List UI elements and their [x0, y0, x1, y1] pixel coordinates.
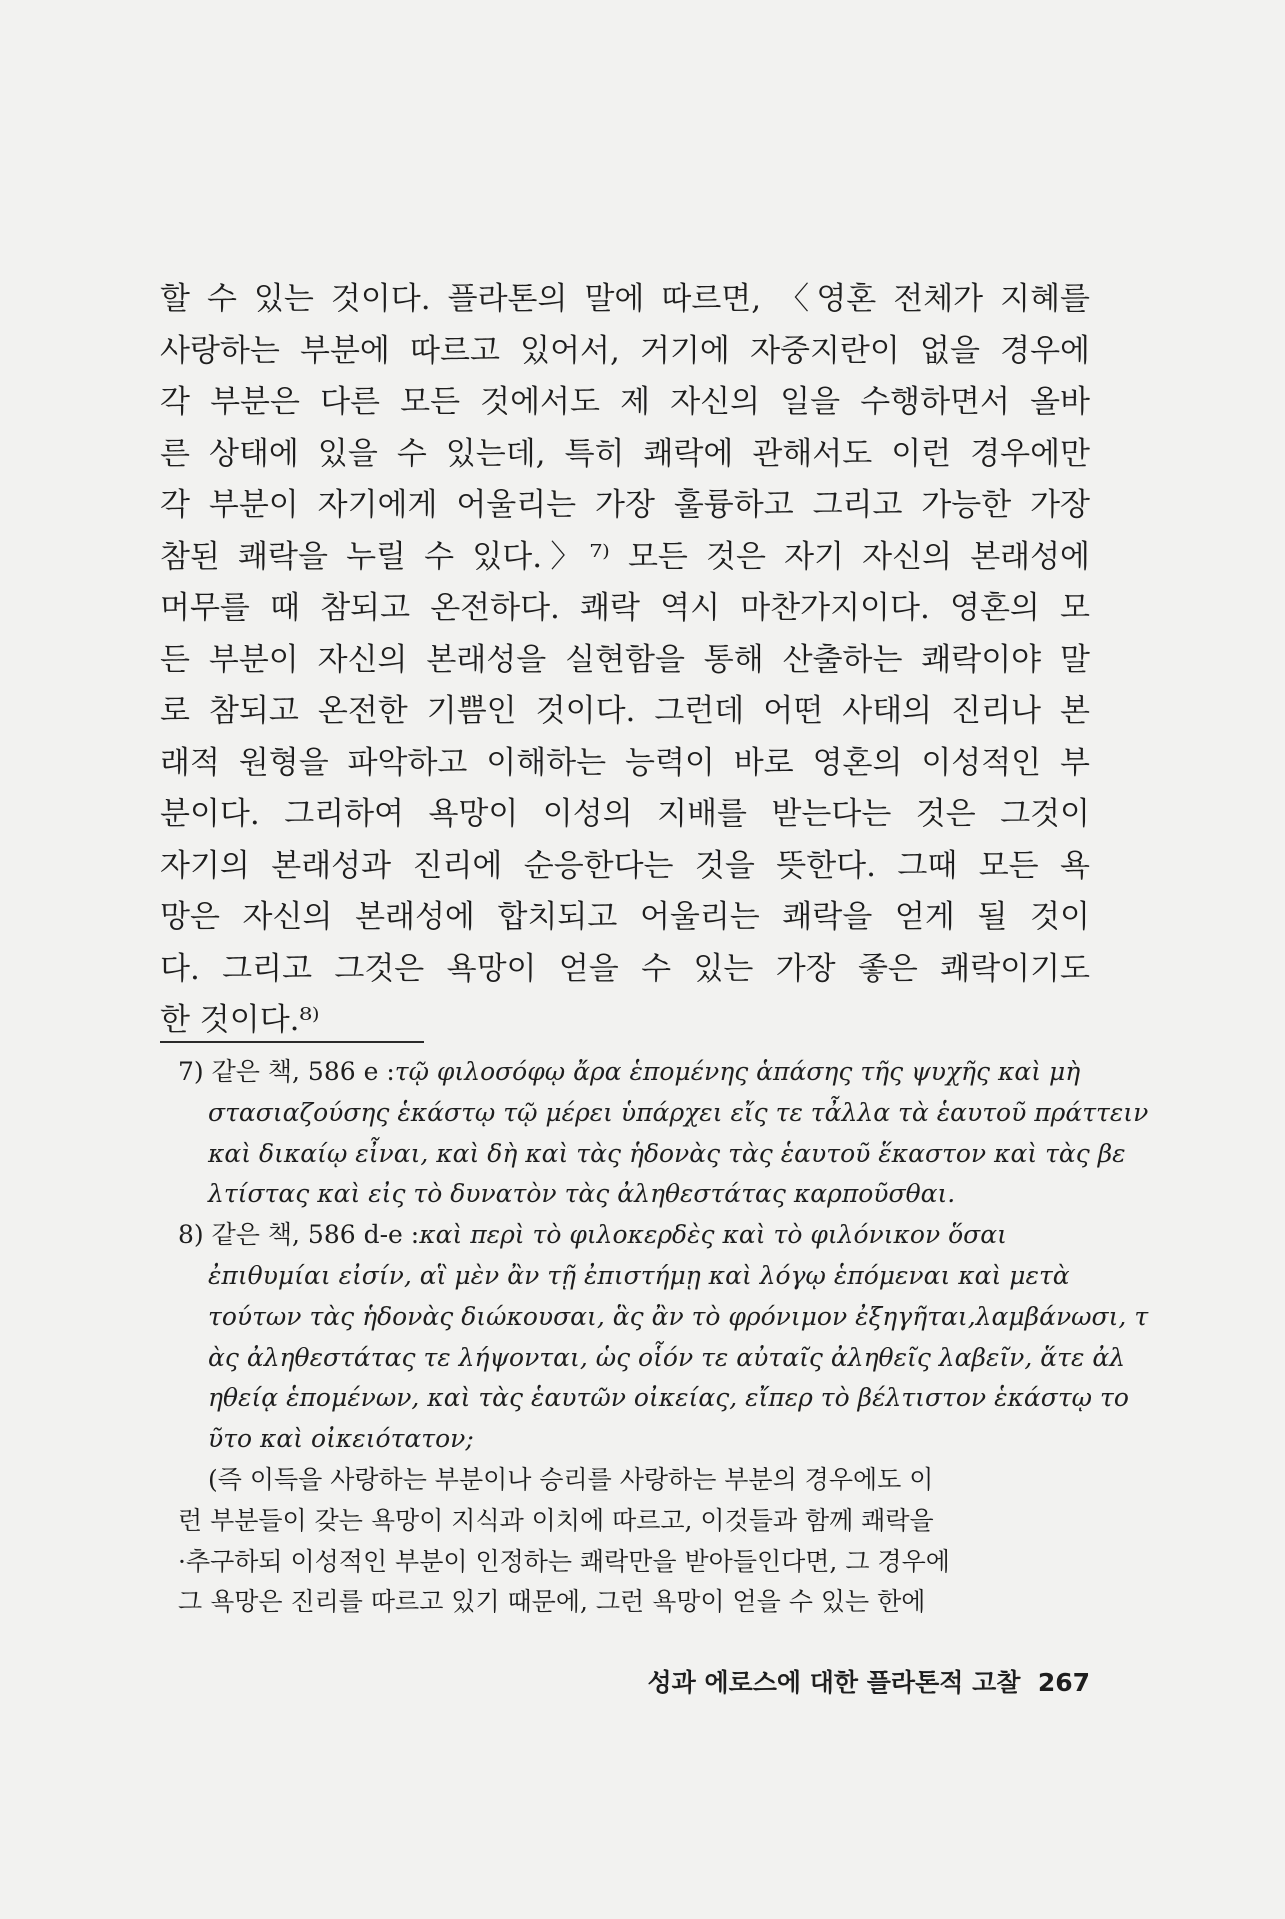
footnote-number: 8): [178, 1220, 204, 1250]
footnote-greek-line: ὰς ἀληθεστάτας τε λήψονται, ὡς οἷόν τε αὐταῖς ἀληθεῖς λαβεῖν, ἅτε ἀλ: [208, 1342, 1126, 1372]
footnote-first-line: [178, 1052, 1090, 1093]
body-line: 할 수 있는 것이다. 플라톤의 말에 따르면, 〈영혼 전체가 지혜를: [160, 281, 1090, 317]
footnote-greek-line: ἐπιθυμίαι εἰσίν, αἳ μὲν ἂν τῇ ἐπιστήμῃ καὶ λόγῳ ἑπόμεναι καὶ μετὰ: [208, 1260, 1070, 1290]
footnotes: [178, 1052, 1149, 1623]
footnote-number: 7): [178, 1057, 204, 1086]
footnote-korean-line: (즉 이득을 사랑하는 부분이나 승리를 사랑하는 부분의 경우에도 이: [208, 1464, 934, 1494]
body-line: 래적 원형을 파악하고 이해하는 능력이 바로 영혼의 이성적인 부: [160, 744, 1090, 781]
body-line: 사랑하는 부분에 따르고 있어서, 거기에 자중지란이 없을 경우에: [160, 332, 1090, 369]
body-line: 망은 자신의 본래성에 합치되고 어울리는 쾌락을 얻게 될 것이: [160, 899, 1090, 935]
footnote-greek-line: καὶ δικαίῳ εἶναι, καὶ δὴ καὶ τὰς ἡδονὰς τὰς ἑαυτοῦ ἕκαστον καὶ τὰς βε: [208, 1138, 1126, 1168]
running-footer: [540, 1663, 1090, 1699]
body-text: [160, 274, 1090, 1047]
footnote-greek-line: τούτων τὰς ἡδονὰς διώκουσαι, ἃς ἂν τὸ φρόνιμον ἐξηγῆται,λαμβάνωσι, τ: [208, 1301, 1149, 1331]
footnote-greek-line: ῦτο καὶ οἰκειότατον;: [208, 1424, 474, 1454]
footnote-greek-line: στασιαζούσης ἑκάστῳ τῷ μέρει ὑπάρχει εἴς τε τἆλλα τὰ ἑαυτοῦ πράττειν: [208, 1097, 1149, 1127]
footnote-reference: 같은 책, 586 e :: [211, 1057, 395, 1086]
page-number: 267: [1037, 1668, 1090, 1697]
footnote-greek: καὶ περὶ τὸ φιλοκερδὲς καὶ τὸ φιλόνικον ὅσαι: [419, 1220, 1007, 1250]
running-footer-title: 성과 에로스에 대한 플라톤적 고찰: [647, 1668, 1021, 1697]
footnote-8: [178, 1215, 1149, 1623]
body-line: 로 참되고 온전한 기쁨인 것이다. 그런데 어떤 사태의 진리나 본: [160, 693, 1090, 729]
body-line: 참된 쾌락을 누릴 수 있다.〉⁷⁾ 모든 것은 자기 자신의 본래성에: [160, 538, 1090, 575]
body-line: 든 부분이 자신의 본래성을 실현함을 통해 산출하는 쾌락이야 말: [160, 641, 1090, 678]
footnote-korean-line: 런 부분들이 갖는 욕망이 지식과 이치에 따르고, 이것들과 함께 쾌락을: [178, 1505, 934, 1535]
body-line: 른 상태에 있을 수 있는데, 특히 쾌락에 관해서도 이런 경우에만: [160, 435, 1090, 472]
footnote-reference: 같은 책, 586 d-e :: [211, 1220, 420, 1250]
body-line: 자기의 본래성과 진리에 순응한다는 것을 뜻한다. 그때 모든 욕: [160, 847, 1090, 884]
body-line: 각 부분이 자기에게 어울리는 가장 훌륭하고 그리고 가능한 가장: [160, 487, 1090, 523]
footnote-7: [178, 1052, 1149, 1215]
footnote-first-line: [178, 1215, 1090, 1256]
footnote-greek-line: λτίστας καὶ εἰς τὸ δυνατὸν τὰς ἀληθεστάτας καρποῦσθαι.: [208, 1179, 956, 1209]
body-line: 다. 그리고 그것은 욕망이 얻을 수 있는 가장 좋은 쾌락이기도: [160, 950, 1090, 987]
body-line: 한 것이다.⁸⁾: [160, 1002, 320, 1038]
body-line: 각 부분은 다른 모든 것에서도 제 자신의 일을 수행하면서 올바: [160, 384, 1090, 420]
footnote-divider: [160, 1041, 424, 1043]
footnote-korean-line: ·추구하되 이성적인 부분이 인정하는 쾌락만을 받아들인다면, 그 경우에: [178, 1546, 950, 1576]
footnote-korean-line: 그 욕망은 진리를 따르고 있기 때문에, 그런 욕망이 얻을 수 있는 한에: [178, 1587, 926, 1617]
footnote-greek: τῷ φιλοσόφῳ ἄρα ἑπομένης ἁπάσης τῆς ψυχῆς καὶ μὴ: [394, 1057, 1081, 1086]
body-line: 머무를 때 참되고 온전하다. 쾌락 역시 마찬가지이다. 영혼의 모: [160, 590, 1090, 626]
footnote-greek-line: ηθείᾳ ἑπομένων, καὶ τὰς ἑαυτῶν οἰκείας, εἴπερ τὸ βέλτιστον ἑκάστῳ το: [208, 1383, 1129, 1413]
body-line: 분이다. 그리하여 욕망이 이성의 지배를 받는다는 것은 그것이: [160, 796, 1090, 832]
